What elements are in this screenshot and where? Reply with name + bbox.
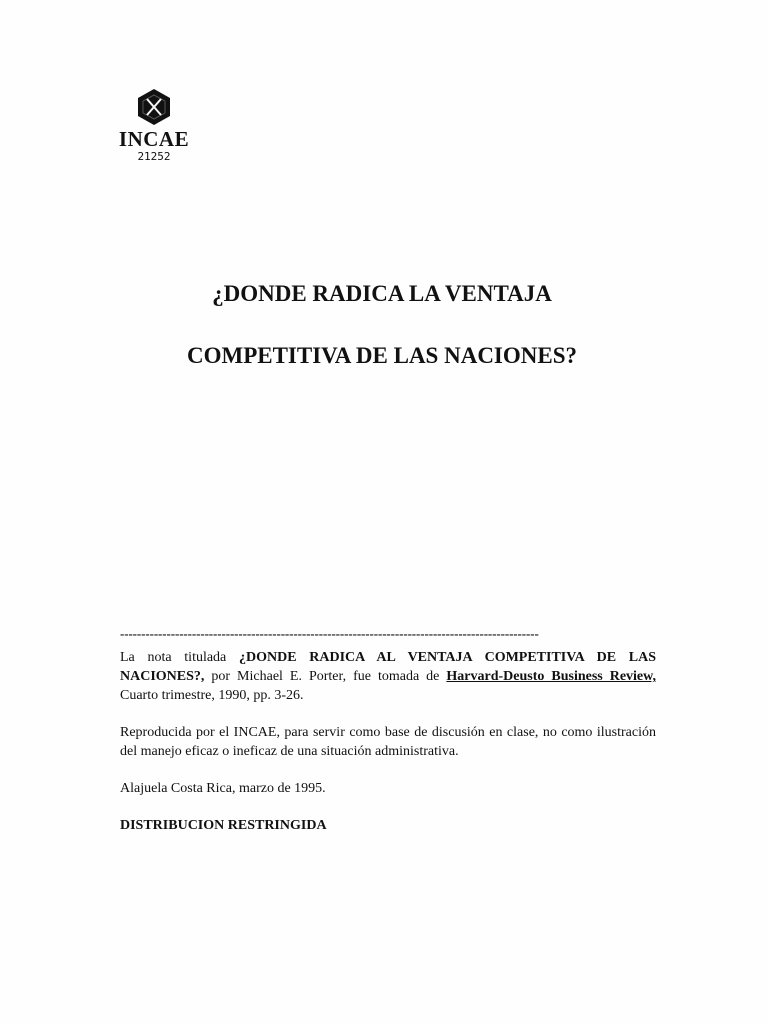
source-note-journal: Harvard-Deusto Business Review, <box>446 669 656 684</box>
distribution-notice: DISTRIBUCION RESTRINGIDA <box>120 818 327 833</box>
incae-logo <box>118 88 190 163</box>
document-code: 21252 <box>137 150 171 163</box>
source-note-author: por Michael E. Porter, fue tomada de <box>204 669 447 684</box>
footer-notes <box>120 626 656 835</box>
source-note <box>120 648 656 705</box>
source-note-article-title: ¿DONDE RADICA AL VENTAJA COMPETITIVA DE LAS NACIONES?, <box>120 650 657 684</box>
source-note-details: Cuarto trimestre, 1990, pp. 3-26. <box>120 688 304 703</box>
org-name: INCAE <box>118 127 190 151</box>
reproduction-note: Reproducida por el INCAE, para servir como base de discusión en clase, no como ilustración del manejo eficaz o ineficaz de una situación administrativa. <box>120 725 656 759</box>
source-note-prefix: La nota titulada <box>120 650 239 665</box>
document-title-line-2: COMPETITIVA DE LAS NACIONES? <box>186 343 578 368</box>
document-title-line-1: ¿DONDE RADICA LA VENTAJA <box>212 281 552 306</box>
separator-rule: --------------------------------------------------------------------------------------------------- <box>120 626 539 641</box>
place-date: Alajuela Costa Rica, marzo de 1995. <box>120 781 326 796</box>
hexagon-x-logo-icon <box>136 88 172 126</box>
